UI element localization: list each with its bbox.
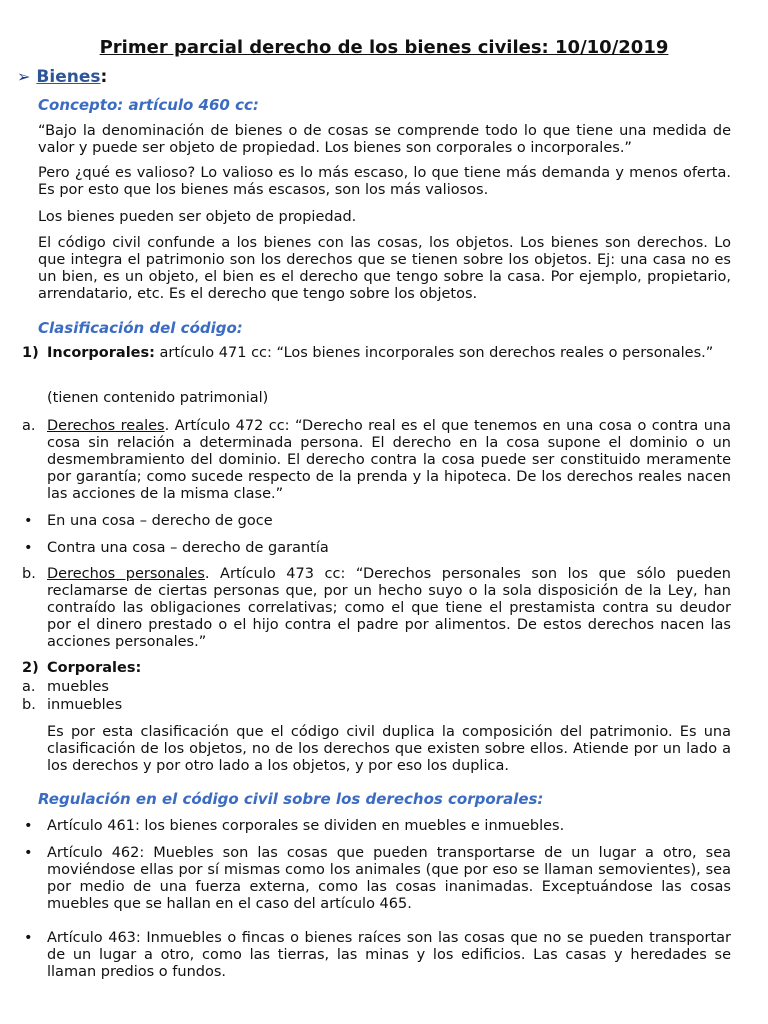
heading-regulacion: Regulación en el código civil sobre los derechos corporales: — [38, 790, 544, 808]
arrow-bullet-icon: ➢ — [17, 67, 31, 86]
section-heading-bienes — [17, 66, 107, 88]
bullet-item-articulo-461: Artículo 461: los bienes corporales se dividen en muebles e inmuebles. — [47, 818, 565, 834]
bullet-item-goce: En una cosa – derecho de goce — [47, 513, 273, 529]
list-marker-a: a. — [22, 418, 36, 434]
paragraph-objeto: Los bienes pueden ser objeto de propiedad. — [38, 209, 357, 225]
list-marker-2a: a. — [22, 679, 36, 695]
list-item-derechos-personales — [47, 566, 731, 651]
heading-concepto: Concepto: artículo 460 cc: — [38, 96, 259, 114]
text-incorporales: artículo 471 cc: “Los bienes incorporales son derechos reales o personales.” — [154, 345, 714, 361]
list-marker-2b: b. — [22, 697, 36, 713]
list-item-muebles: muebles — [47, 679, 109, 695]
bullet-icon: • — [24, 513, 33, 529]
term-incorporales: Incorporales: — [47, 345, 155, 361]
bullet-item-garantia: Contra una cosa – derecho de garantía — [47, 540, 329, 556]
list-marker-2: 2) — [22, 660, 39, 676]
heading-clasificacion: Clasificación del código: — [38, 319, 243, 337]
bullet-item-articulo-463: Artículo 463: Inmuebles o fincas o bienes raíces son las cosas que no se pueden transportar de un lugar a otro, como las tierras, las minas y los edificios. Las casas y heredades se llaman predios o fundos. — [47, 930, 731, 980]
list-item-corporales: Corporales: — [47, 660, 142, 676]
bullet-icon: • — [24, 540, 33, 556]
term-derechos-reales: Derechos reales — [47, 418, 165, 434]
paragraph-quote-460: “Bajo la denominación de bienes o de cosas se comprende todo lo que tiene una medida de valor y puede ser objeto de propiedad. Los bienes son corporales o incorporales.” — [38, 123, 731, 156]
bullet-item-articulo-462: Artículo 462: Muebles son las cosas que pueden transportarse de un lugar a otro, sea moviéndose ellas por sí mismas como los animales (que por eso se llaman semovientes), sea por medio de una fuerza externa, como las cosas inanimadas. Exceptuándose las cosas muebles que se hallan en el caso del artículo 465. — [47, 845, 731, 912]
section-label: Bienes — [36, 67, 101, 87]
note-patrimonial: (tienen contenido patrimonial) — [47, 390, 269, 406]
bullet-icon: • — [24, 845, 33, 861]
list-item-derechos-reales — [47, 418, 731, 503]
list-marker-1: 1) — [22, 345, 39, 361]
section-colon: : — [100, 67, 108, 87]
bullet-icon: • — [24, 930, 33, 946]
text-derechos-reales: . Artículo 472 cc: “Derecho real es el que tenemos en una cosa o contra una cosa sin relación a determinada persona. El derecho en la cosa supone el dominio o un desmembramiento del dominio. El derecho contra la cosa puede ser constituido meramente por garantía; como sucede respecto de la prenda y la hipoteca. De los derechos reales nacen las acciones de la misma clase.” — [47, 418, 731, 502]
paragraph-confunde: El código civil confunde a los bienes con las cosas, los objetos. Los bienes son derechos. Lo que integra el patrimonio son los derechos que se tienen sobre los objetos. Ej: una casa no es un bien, es un objeto, el bien es el derecho que tengo sobre la casa. Por ejemplo, propietario, arrendatario, etc. Es el derecho que tengo sobre los objetos. — [38, 235, 731, 302]
text-derechos-personales: . Artículo 473 cc: “Derechos personales son los que sólo pueden reclamarse de ciertas personas que, por un hecho suyo o la sola disposición de la Ley, han contraído las obligaciones correlativas; como el que tiene el prestamista contra su deudor por el dinero prestado o el hijo contra el padre por alimentos. De estos derechos nacen las acciones personales.” — [47, 566, 731, 650]
document-title: Primer parcial derecho de los bienes civiles: 10/10/2019 — [99, 37, 669, 58]
term-derechos-personales: Derechos personales — [47, 566, 205, 582]
list-marker-b: b. — [22, 566, 36, 582]
paragraph-duplica: Es por esta clasificación que el código civil duplica la composición del patrimonio. Es una clasificación de los objetos, no de los derechos que existen sobre ellos. Atiende por un lado a los derechos y por otro lado a los objetos, y por eso los duplica. — [47, 724, 731, 774]
bullet-icon: • — [24, 818, 33, 834]
list-item-inmuebles: inmuebles — [47, 697, 123, 713]
list-item-incorporales — [47, 345, 731, 362]
paragraph-valioso: Pero ¿qué es valioso? Lo valioso es lo más escaso, lo que tiene más demanda y menos oferta. Es por esto que los bienes más escasos, son los más valiosos. — [38, 165, 731, 198]
